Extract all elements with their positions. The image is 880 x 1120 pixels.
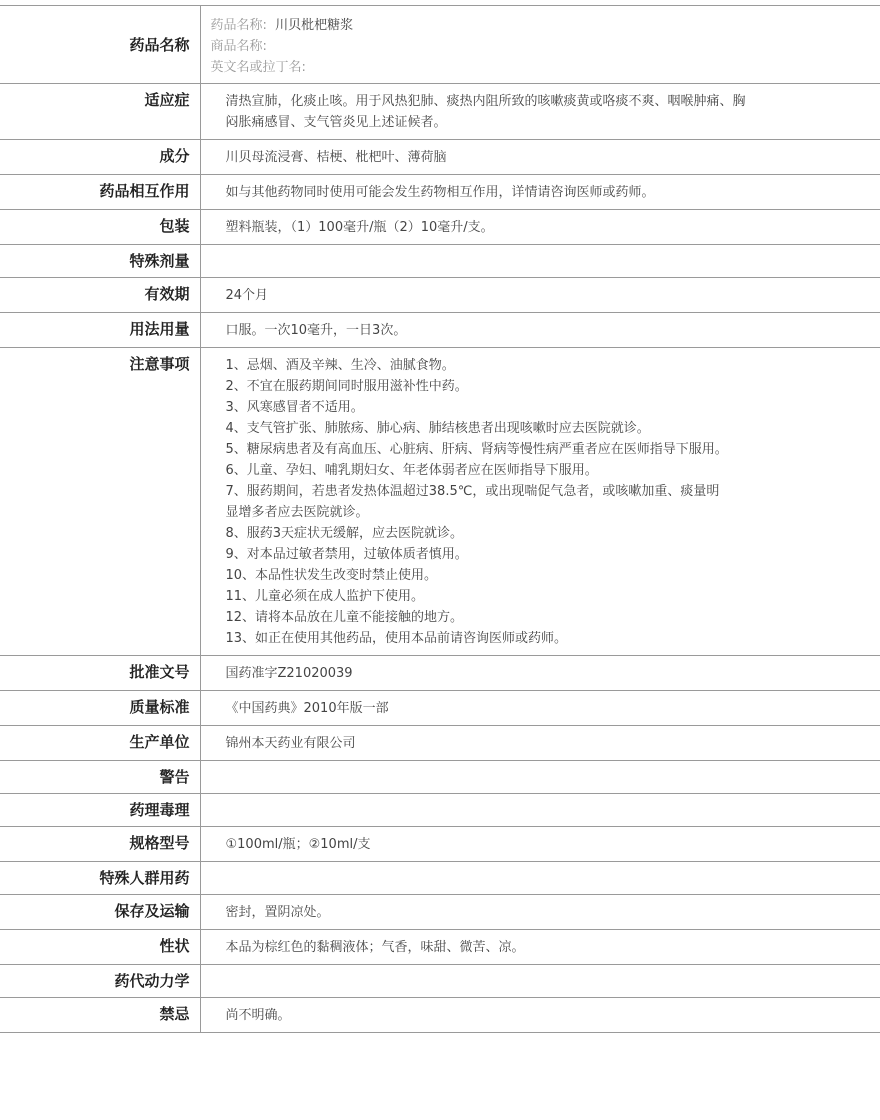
indications-line: 闷胀痛感冒、支气管炎见上述证候者。	[225, 115, 447, 130]
latin-name-line	[211, 57, 871, 78]
label-interactions: 药品相互作用	[0, 175, 200, 210]
precaution-line: 显增多者应去医院就诊。	[225, 505, 369, 520]
value-shelf-life: 24个月	[200, 278, 880, 313]
precaution-line: 1、忌烟、酒及辛辣、生冷、油腻食物。	[225, 358, 455, 373]
row-special-dosage	[0, 245, 880, 278]
label-special-dosage: 特殊剂量	[0, 245, 200, 278]
value-description: 本品为棕红色的黏稠液体；气香，味甜、微苦、凉。	[200, 930, 880, 965]
label-ingredients: 成分	[0, 140, 200, 175]
generic-name-line	[211, 15, 871, 36]
value-special-dosage	[200, 245, 880, 278]
precaution-line: 8、服药3天症状无缓解，应去医院就诊。	[225, 526, 464, 541]
label-indications: 适应症	[0, 84, 200, 140]
row-warning	[0, 761, 880, 794]
row-contraindications	[0, 998, 880, 1033]
label-drug-name: 药品名称	[0, 6, 200, 84]
precaution-line: 13、如正在使用其他药品，使用本品前请咨询医师或药师。	[225, 631, 568, 646]
value-storage: 密封，置阴凉处。	[200, 895, 880, 930]
precaution-line: 6、儿童、孕妇、哺乳期妇女、年老体弱者应在医师指导下服用。	[225, 463, 598, 478]
value-specification: ①100ml/瓶；②10ml/支	[200, 827, 880, 862]
precaution-line: 3、风寒感冒者不适用。	[225, 400, 364, 415]
label-precautions: 注意事项	[0, 348, 200, 656]
row-quality-standard	[0, 691, 880, 726]
row-indications	[0, 84, 880, 140]
row-package	[0, 210, 880, 245]
value-warning	[200, 761, 880, 794]
drug-info-table	[0, 5, 880, 1033]
precaution-line: 4、支气管扩张、肺脓疡、肺心病、肺结核患者出现咳嗽时应去医院就诊。	[225, 421, 650, 436]
label-pharmacology: 药理毒理	[0, 794, 200, 827]
value-ingredients: 川贝母流浸膏、桔梗、枇杷叶、薄荷脑	[200, 140, 880, 175]
row-drug-name	[0, 6, 880, 84]
value-special-populations	[200, 862, 880, 895]
label-contraindications: 禁忌	[0, 998, 200, 1033]
row-shelf-life	[0, 278, 880, 313]
value-dosage: 口服。一次10毫升，一日3次。	[200, 313, 880, 348]
row-interactions	[0, 175, 880, 210]
label-dosage: 用法用量	[0, 313, 200, 348]
label-storage: 保存及运输	[0, 895, 200, 930]
row-pharmacology	[0, 794, 880, 827]
value-pharmacokinetics	[200, 965, 880, 998]
value-package: 塑料瓶装，（1）100毫升/瓶（2）10毫升/支。	[200, 210, 880, 245]
label-manufacturer: 生产单位	[0, 726, 200, 761]
label-shelf-life: 有效期	[0, 278, 200, 313]
value-indications	[200, 84, 880, 140]
trade-name-label: 商品名称:	[210, 39, 267, 54]
value-approval-number: 国药准字Z21020039	[200, 656, 880, 691]
label-approval-number: 批准文号	[0, 656, 200, 691]
label-pharmacokinetics: 药代动力学	[0, 965, 200, 998]
precaution-line: 2、不宜在服药期间同时服用滋补性中药。	[225, 379, 468, 394]
row-approval-number	[0, 656, 880, 691]
label-specification: 规格型号	[0, 827, 200, 862]
value-pharmacology	[200, 794, 880, 827]
drug-name-cell	[200, 6, 880, 84]
label-warning: 警告	[0, 761, 200, 794]
precaution-line: 10、本品性状发生改变时禁止使用。	[225, 568, 438, 583]
value-manufacturer: 锦州本天药业有限公司	[200, 726, 880, 761]
value-quality-standard: 《中国药典》2010年版一部	[200, 691, 880, 726]
value-interactions: 如与其他药物同时使用可能会发生药物相互作用，详情请咨询医师或药师。	[200, 175, 880, 210]
generic-name-value: 川贝枇杷糖浆	[275, 18, 354, 33]
indications-line: 清热宣肺，化痰止咳。用于风热犯肺、痰热内阻所致的咳嗽痰黄或咯痰不爽、咽喉肿痛、胸	[225, 94, 746, 109]
value-contraindications: 尚不明确。	[200, 998, 880, 1033]
row-precautions	[0, 348, 880, 656]
precaution-line: 12、请将本品放在儿童不能接触的地方。	[225, 610, 464, 625]
precaution-line: 5、糖尿病患者及有高血压、心脏病、肝病、肾病等慢性病严重者应在医师指导下服用。	[225, 442, 728, 457]
latin-name-label: 英文名或拉丁名:	[210, 60, 306, 75]
label-special-populations: 特殊人群用药	[0, 862, 200, 895]
trade-name-line	[211, 36, 871, 57]
row-dosage	[0, 313, 880, 348]
row-special-populations	[0, 862, 880, 895]
row-ingredients	[0, 140, 880, 175]
label-quality-standard: 质量标准	[0, 691, 200, 726]
precaution-line: 9、对本品过敏者禁用，过敏体质者慎用。	[225, 547, 468, 562]
row-description	[0, 930, 880, 965]
value-precautions	[200, 348, 880, 656]
precaution-line: 7、服药期间，若患者发热体温超过38.5℃，或出现喘促气急者，或咳嗽加重、痰量明	[225, 484, 720, 499]
generic-name-label: 药品名称:	[210, 18, 267, 33]
precaution-line: 11、儿童必须在成人监护下使用。	[225, 589, 425, 604]
row-specification	[0, 827, 880, 862]
row-manufacturer	[0, 726, 880, 761]
row-pharmacokinetics	[0, 965, 880, 998]
label-description: 性状	[0, 930, 200, 965]
label-package: 包装	[0, 210, 200, 245]
row-storage	[0, 895, 880, 930]
